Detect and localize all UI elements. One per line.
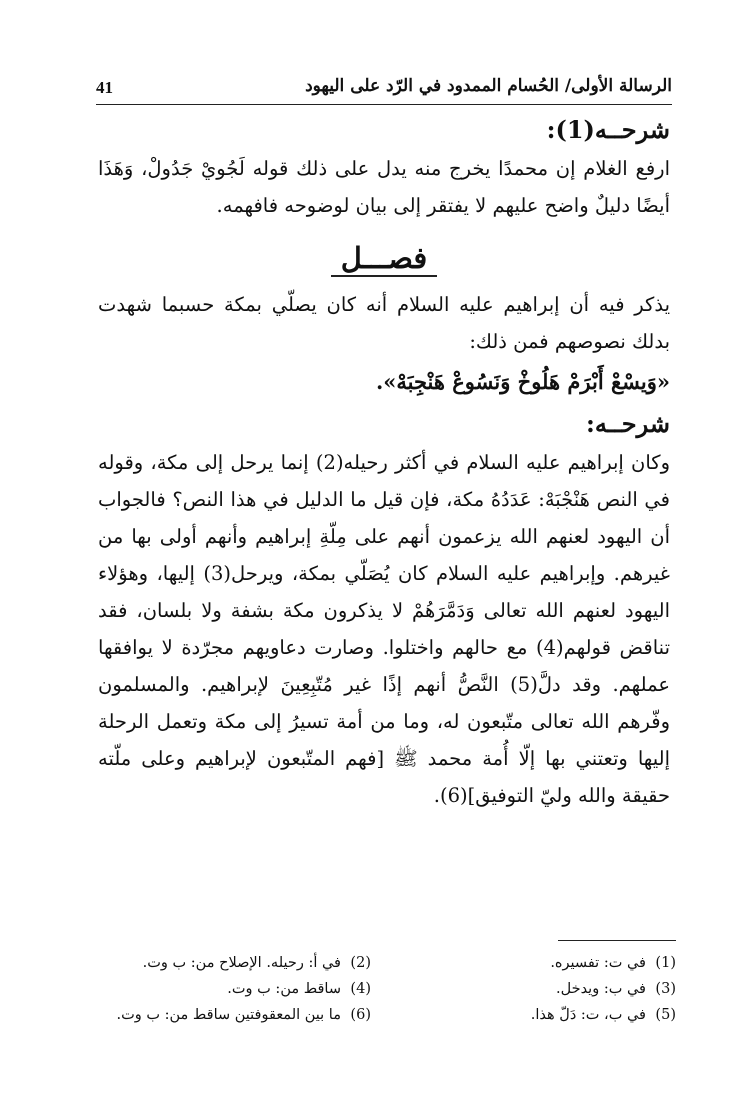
footnote-rule: [558, 940, 676, 941]
footnotes: [96, 952, 676, 1026]
header-title: الرسالة الأولى/ الحُسام الممدود في الرّد على اليهود: [305, 76, 672, 96]
header-rule: [96, 104, 672, 105]
footnote: (1)في ت: تفسيره.: [550, 955, 676, 971]
sharh-heading-1: شرحــه(1):: [546, 115, 670, 144]
sharh-heading-2: شرحــه:: [586, 409, 670, 438]
main-text: [98, 110, 670, 814]
footnote: (6)ما بين المعقوفتين ساقط من: ب وت.: [116, 1007, 371, 1023]
page-number: 41: [96, 78, 113, 97]
fasl-heading: [98, 230, 670, 286]
footnote: (3)في ب: ويدخل.: [556, 981, 676, 997]
paragraph-1: ارفع الغلام إن محمدًا يخرج منه يدل على ذلك قوله لَجُويْ جَدُولْ، وَهَذَا أيضًا دليلٌ واضح عليهم لا يفتقر إلى بيان لوضوحه فافهمه.: [98, 157, 670, 217]
footnote: (5)في ب، ت: دَلّ هذا.: [530, 1007, 676, 1023]
fasl-heading-text: فصـــل: [331, 241, 437, 277]
footnote: (4)ساقط من: ب وت.: [227, 981, 371, 997]
footnote: (2)في أ: رحيله. الإصلاح من: ب وت.: [142, 955, 371, 971]
quote: «وَيسْعْ أَبْرَمْ هَلُوخْ وَنَسُوعْ هَنْجِبَهْ».: [375, 369, 670, 394]
paragraph-2: يذكر فيه أن إبراهيم عليه السلام أنه كان يصلّي بمكة حسبما شهدت بدلك نصوصهم فمن ذلك:: [98, 293, 670, 353]
running-header: [96, 76, 672, 102]
paragraph-3: وكان إبراهيم عليه السلام في أكثر رحيله(2) إنما يرحل إلى مكة، وقوله في النص هَنْجْبَهْ: عَدَدُهُ مكة، فإن قيل ما الدليل في هذا النص؟ فالجواب أن اليهود لعنهم الله يزعمون أنهم على مِلّةِ إبراهيم وأنهم أولى بها من غيرهم. وإبراهيم عليه السلام كان يُصَلّي بمكة، ويرحل(3) إليها، وهؤلاء اليهود لعنهم الله تعالى وَدَمَّرَهُمْ لا يذكرون مكة بشفة ولا بلسان، فقد تناقض قولهم(4) مع حالهم واختلوا. وصارت دعاويهم مجرّدة لا يوافقها عملهم. وقد دلَّ(5) النَّصُّ أنهم إذًا غير مُتّبِعِينَ لإبراهيم. والمسلمون وفّرهم الله تعالى متّبعون له، وما من أمة تسيرُ إلى مكة وتعمل الرحلة إليها وتعتني بها إلّا أُمة محمد ﷺ [فهم المتّبعون لإبراهيم وعلى ملّته حقيقة والله وليّ التوفيق](6).: [98, 451, 671, 807]
